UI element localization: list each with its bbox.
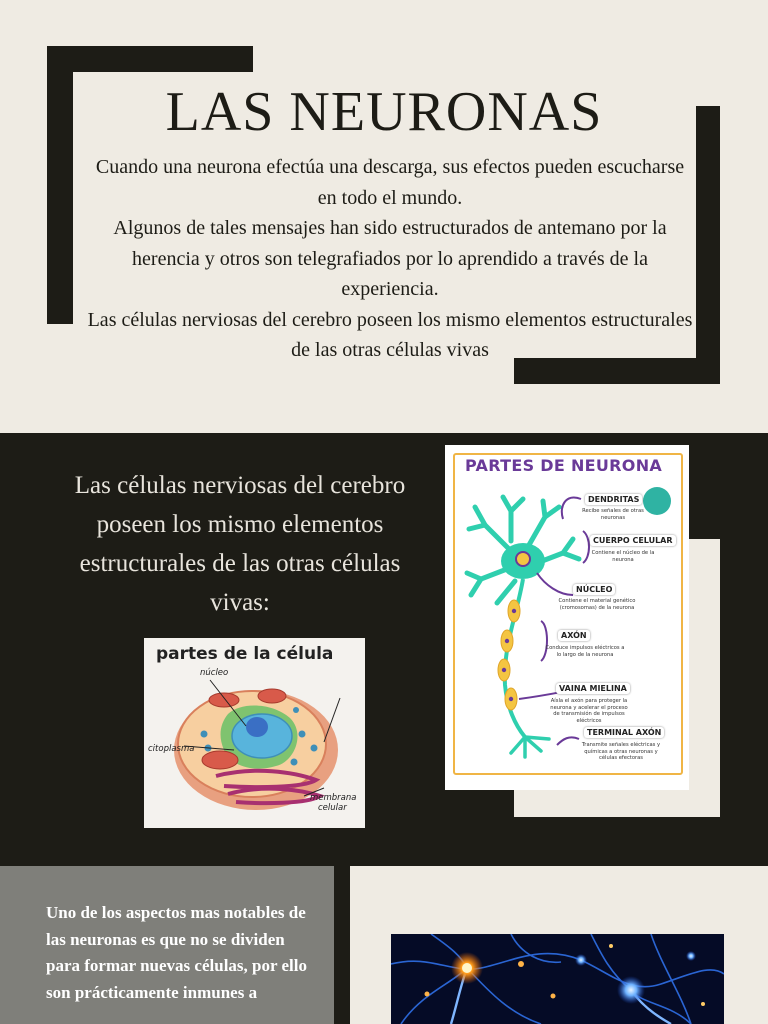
cell-label-nucleus: núcleo: [200, 668, 229, 678]
intro-paragraph-2: Algunos de tales mensajes han sido estructurados de antemano por la herencia y otros son telegrafiados por lo aprendido a través de la experiencia.: [113, 217, 667, 300]
decorative-bracket-right: [696, 106, 720, 384]
desc-cuerpo-celular: Contiene el núcleo de la neurona: [591, 550, 655, 563]
desc-dendritas: Recibe señales de otras neuronas: [582, 508, 644, 521]
cell-elements-text: Las células nerviosas del cerebro poseen los mismo elementos estructurales de las otras células vivas:: [74, 472, 406, 616]
decorative-bracket-top: [47, 46, 253, 72]
intro-text: [84, 152, 696, 366]
intro-paragraph-1: Cuando una neurona efectúa una descarga, sus efectos pueden escucharse en todo el mundo.: [95, 156, 685, 209]
neuron-illustration: [445, 445, 689, 790]
desc-nucleo: Contiene el material genético (cromosomas) de la neurona: [558, 598, 636, 611]
neuron-division-text: Uno de los aspectos mas notables de las neuronas es que no se dividen para formar nuevas células, por ello son prácticamente inmunes a: [46, 903, 307, 1002]
neuron-network-illustration: [391, 934, 724, 1024]
page-title: LAS NEURONAS: [165, 81, 603, 143]
label-vaina-mielina: VAINA MIELINA: [556, 683, 630, 694]
cell-label-membrane-2: celular: [318, 803, 347, 813]
label-terminal-axon: TERMINAL AXÓN: [584, 727, 664, 738]
dark-divider-strip: [334, 866, 350, 1024]
neuron-infographic-image: [445, 445, 689, 790]
desc-vaina-mielina: Aísla el axón para proteger la neurona y acelerar el proceso de transmisión de impulsos eléctricos: [550, 698, 628, 724]
desc-axon: Conduce impulsos eléctricos a lo largo de la neurona: [545, 645, 625, 658]
infographic-title: PARTES DE NEURONA: [465, 456, 663, 475]
intro-paragraph-3: Las células nerviosas del cerebro poseen los mismo elementos estructurales de las otras células vivas: [87, 308, 693, 361]
neuron-network-photo: [391, 934, 724, 1024]
cell-diagram-image: [144, 638, 365, 828]
decorative-bracket-left: [47, 46, 73, 324]
label-dendritas: DENDRITAS: [585, 494, 642, 505]
label-nucleo: NÚCLEO: [573, 584, 615, 595]
label-cuerpo-celular: CUERPO CELULAR: [590, 535, 676, 546]
cell-label-cytoplasm: citoplasma: [148, 744, 195, 754]
label-axon: AXÓN: [558, 630, 590, 641]
desc-terminal-axon: Transmite señales eléctricas y químicas a otras neuronas y células efectoras: [581, 742, 661, 762]
cell-label-membrane-1: membrana: [310, 793, 357, 803]
cell-diagram-title: partes de la célula: [156, 644, 334, 664]
